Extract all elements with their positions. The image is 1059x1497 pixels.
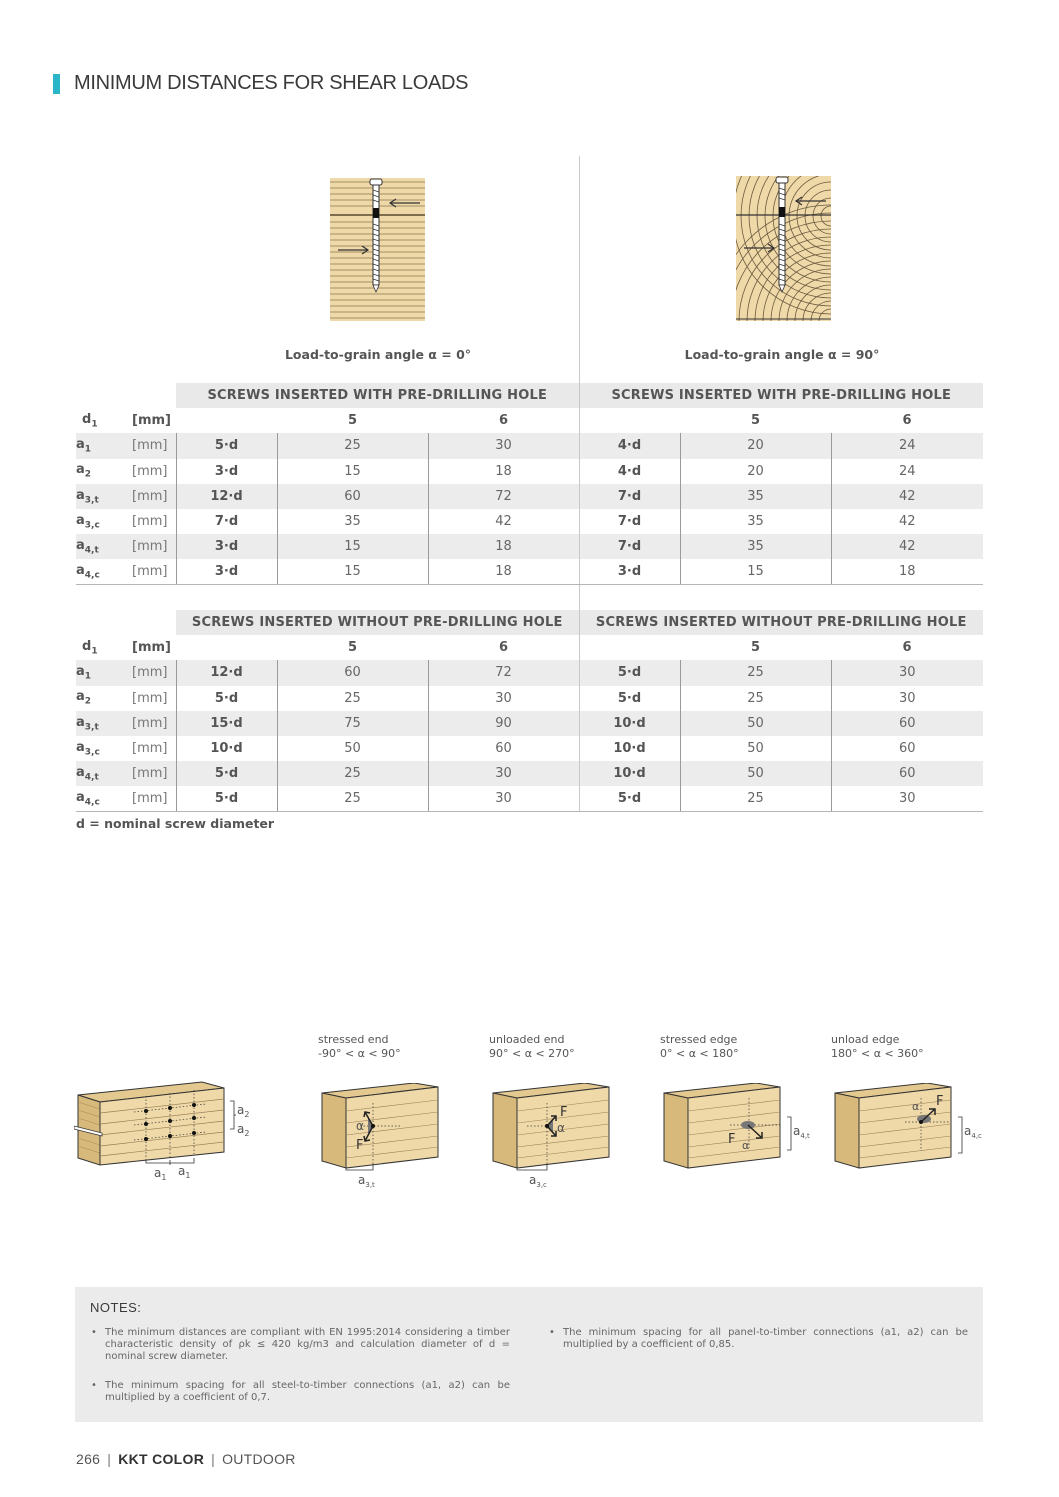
screw-parallel-grain-diagram bbox=[330, 178, 425, 321]
notes-title: NOTES: bbox=[90, 1300, 142, 1315]
diameter-6: 6 bbox=[902, 413, 912, 429]
case-stressed-end-label: stressed end -90° < α < 90° bbox=[318, 1033, 401, 1060]
a2-label-top: $a_2$ bbox=[237, 1103, 250, 1119]
svg-text:F: F bbox=[356, 1138, 364, 1153]
stressed-edge-diagram bbox=[662, 1083, 812, 1188]
table-row: $a_2$ [mm] 5·d 25 30 5·d 25 30 bbox=[76, 686, 983, 711]
band-heading-alpha0: SCREWS INSERTED WITHOUT PRE-DRILLING HOLE bbox=[176, 610, 579, 635]
page-header bbox=[53, 72, 468, 95]
d1-unit: [mm] bbox=[132, 413, 171, 429]
band-heading-alpha90: SCREWS INSERTED WITHOUT PRE-DRILLING HOLE bbox=[579, 610, 983, 635]
svg-text:F: F bbox=[728, 1132, 736, 1147]
note-item: • The minimum spacing for all steel-to-timber connections (a1, a2) can be multiplied by a coefficient of 0,7. bbox=[105, 1380, 510, 1404]
svg-text:F: F bbox=[936, 1094, 944, 1109]
table-row: $a_{4,c}$ [mm] 5·d 25 30 5·d 25 30 bbox=[76, 786, 983, 811]
svg-text:F: F bbox=[560, 1105, 568, 1120]
d1-label: $d_1$ bbox=[82, 638, 98, 657]
page-footer: 266 | KKT COLOR | OUTDOOR bbox=[76, 1451, 296, 1467]
diameter-6: 6 bbox=[498, 640, 509, 656]
product-name: KKT COLOR bbox=[118, 1451, 205, 1467]
caption-alpha-90: Load-to-grain angle α = 90° bbox=[684, 347, 880, 362]
table-row: $a_{3,c}$ [mm] 7·d 35 42 7·d 35 42 bbox=[76, 509, 983, 534]
band-heading-alpha0: SCREWS INSERTED WITH PRE-DRILLING HOLE bbox=[176, 383, 579, 408]
section-name: OUTDOOR bbox=[222, 1451, 296, 1467]
svg-text:α: α bbox=[356, 1119, 364, 1133]
accent-bar bbox=[53, 74, 60, 94]
a3t-label: $a_{3,t}$ bbox=[358, 1173, 375, 1188]
note-item: • The minimum spacing for all panel-to-timber connections (a1, a2) can be multiplied by a coefficient of 0,85. bbox=[563, 1327, 968, 1351]
case-unload-edge-label: unload edge 180° < α < 360° bbox=[831, 1033, 924, 1060]
diameter-header-row bbox=[76, 408, 983, 433]
table-row: $a_{4,t}$ [mm] 3·d 15 18 7·d 35 42 bbox=[76, 534, 983, 559]
table-footnote: d = nominal screw diameter bbox=[76, 816, 275, 831]
svg-text:α: α bbox=[912, 1100, 920, 1113]
diameter-5: 5 bbox=[750, 413, 761, 429]
d1-label: $d_1$ bbox=[82, 411, 98, 430]
table-row: $a_1$ [mm] 12·d 60 72 5·d 25 30 bbox=[76, 660, 983, 685]
table-row: $a_{3,c}$ [mm] 10·d 50 60 10·d 50 60 bbox=[76, 736, 983, 761]
table-row: $a_1$ [mm] 5·d 25 30 4·d 20 24 bbox=[76, 433, 983, 458]
spacing-grid-diagram bbox=[74, 1080, 254, 1185]
table-row: $a_{3,t}$ [mm] 12·d 60 72 7·d 35 42 bbox=[76, 484, 983, 509]
svg-text:α: α bbox=[742, 1139, 750, 1152]
a1-label-right: $a_1$ bbox=[178, 1164, 191, 1180]
band-heading-alpha90: SCREWS INSERTED WITH PRE-DRILLING HOLE bbox=[579, 383, 983, 408]
table-row: $a_{3,t}$ [mm] 15·d 75 90 10·d 50 60 bbox=[76, 711, 983, 736]
unload-edge-diagram bbox=[833, 1083, 988, 1188]
diameter-5: 5 bbox=[750, 640, 761, 656]
diameter-5: 5 bbox=[347, 413, 358, 429]
table-row: $a_{4,t}$ [mm] 5·d 25 30 10·d 50 60 bbox=[76, 761, 983, 786]
stressed-end-diagram bbox=[320, 1083, 445, 1188]
a2-label-bottom: $a_2$ bbox=[237, 1122, 250, 1138]
diameter-5: 5 bbox=[347, 640, 358, 656]
a4c-label: $a_{4,c}$ bbox=[964, 1124, 982, 1140]
a1-label-left: $a_1$ bbox=[154, 1166, 167, 1182]
table-band-header bbox=[76, 383, 983, 408]
svg-text:α: α bbox=[557, 1121, 565, 1135]
diameter-6: 6 bbox=[902, 640, 912, 656]
note-item: • The minimum distances are compliant with EN 1995:2014 considering a timber characteristic density of ρk ≤ 420 kg/m3 and calculation diameter of d = nominal screw diameter. bbox=[105, 1327, 510, 1363]
a4t-label: $a_{4,t}$ bbox=[793, 1124, 810, 1140]
page-number: 266 bbox=[76, 1451, 101, 1467]
unloaded-end-diagram bbox=[491, 1083, 616, 1188]
diameter-6: 6 bbox=[498, 413, 509, 429]
table-band-header bbox=[76, 610, 983, 635]
page-title: MINIMUM DISTANCES FOR SHEAR LOADS bbox=[74, 72, 469, 94]
table-row: $a_2$ [mm] 3·d 15 18 4·d 20 24 bbox=[76, 459, 983, 484]
case-stressed-edge-label: stressed edge 0° < α < 180° bbox=[660, 1033, 739, 1060]
case-unloaded-end-label: unloaded end 90° < α < 270° bbox=[489, 1033, 575, 1060]
table-row: $a_{4,c}$ [mm] 3·d 15 18 3·d 15 18 bbox=[76, 559, 983, 584]
diameter-header-row bbox=[76, 635, 983, 660]
notes-box bbox=[75, 1287, 983, 1422]
table-predrill bbox=[76, 383, 983, 585]
a3c-label: $a_{3,c}$ bbox=[529, 1173, 547, 1188]
d1-unit: [mm] bbox=[132, 640, 171, 656]
caption-alpha-0: Load-to-grain angle α = 0° bbox=[284, 347, 472, 362]
table-no-predrill bbox=[76, 610, 983, 812]
screw-perpendicular-grain-diagram bbox=[736, 176, 831, 321]
